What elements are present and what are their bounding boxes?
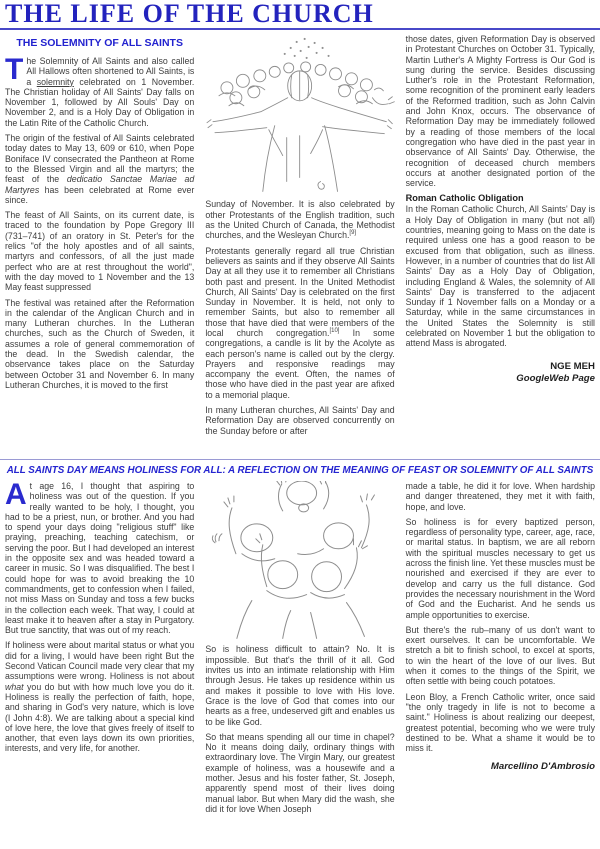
article2-byline: Marcellino D'Ambrosio: [490, 761, 595, 773]
children-praising-line-art: [205, 481, 394, 640]
section-divider: [0, 459, 600, 460]
article2-column-2: [205, 481, 394, 847]
article-solemnity-of-all-saints: [0, 30, 600, 458]
byline-source: GoogleWeb Page: [516, 372, 595, 384]
roman-catholic-obligation-subhead: Roman Catholic Obligation: [405, 193, 524, 204]
paragraph: The festival was retained after the Reformation in the calendar of the Anglican Church and in many Lutheran churches. In the Lutheran churches, such as the Church of Sweden, it assumes a role of general commemoration of the dead. In the Swedish calendar, the observance takes place on the Saturday between October 31 and November 6. In many Lutheran Churches, it is moved to the first: [5, 297, 195, 390]
paragraph: [5, 53, 195, 128]
article1-column-2: [205, 34, 394, 458]
paragraph: Protestants generally regard all true Christian believers as saints and if they observe All Saints Day at all they use it to remember all Christians both past and present. In the United Methodist Church, All Saints' Day is celebrated on the first Sunday in November. It is held, not only to remember Saints, but also to remember all those that have died that were members of the local church congregation.[10] In some congregations, a candle is lit by the Acolyte as each person's name is called out by the clergy. Prayers and responsive readings may accompany the event. Often, the names of those who have died in the past year are afixed to a memorial plaque.: [205, 245, 395, 400]
paragraph-text: t age 16, I thought that aspiring to holiness was out of the question. If you really wanted to be holy, I thought, you had to be a priest, nun, or brother. And you had to spend your days doing "religious stuff" like praying, preaching, teaching catechism, or serving the poor. But I had developed an interest in the opposite sex and was headed toward a career in music. So I was disqualified. The best I could hope for was to avoid breaking the 10 commandments, get to confession when I failed, not miss Mass on Sunday and toss a few bucks in the collection each week. That way, I could at least make it to heaven after a stay in Purgatory. But true sanctity, that was out of my reach.: [5, 481, 195, 636]
article1-byline: [406, 361, 595, 385]
paragraph: Leon Bloy, a French Catholic writer, once said "the only tragedy in life is not to become a saint." Holiness is about realizing our deepest, greatest potential, becoming who we were truly destined to be. What a shame it would be to miss it.: [405, 691, 595, 754]
paragraph: So holiness is for every baptized person, regardless of personality type, career, age, race, or marital status. In baptism, we are all reborn with the spiritual muscles necessary to get us across the finish line. Yet these muscles must be nourished and exercised if they are ever to develop and carry us the full distance. God provides the necessary nourishment in the Word of God and the Eucharist. And he sends us ample opportunities to exercise.: [405, 516, 595, 620]
paragraph: So is holiness difficult to attain? No. It is impossible. But that's the thrill of it all. God invites us into an intimate relationship with Him through Jesus. He takes up residence within us and makes it possible to love with His love. Grace is the love of God that comes into our hearts as a free, undeserved gift and enables us to be like God.: [205, 644, 395, 727]
article1-column-1: [5, 34, 194, 458]
article2-column-3: [406, 481, 595, 847]
paragraph: The feast of All Saints, on its current date, is traced to the foundation by Pope Gregory III (731–741) of an oratory in St. Peter's for the relics "of the holy apostles and of all saints, martyrs and confessors, of all the just made perfect who are at rest throughout the world", with the day moved to 1 November and the 13 May feast suppressed: [5, 210, 195, 293]
paragraph: So that means spending all our time in chapel? No it means doing daily, ordinary things with extraordinary love. The Virgin Mary, our greatest example of holiness, was a housewife and a mother. Jesus and his foster father, St. Joseph, apparently spend most of their lives doing manual labor. But when Mary did the wash, she did it for love When Joseph: [205, 731, 395, 814]
children-praising-illustration: [205, 481, 394, 640]
paragraph: In many Lutheran churches, All Saints' Day and Reformation Day are observed concurrently on the Sunday before or after: [205, 405, 395, 436]
paragraph: In the Roman Catholic Church, All Saints' Day is a Holy Day of Obligation in many (but not all) countries, meaning going to Mass on the date is required unless one has a good reason to be excused from that obligation, such as illness. However, in a number of countries that do list All Saints' Day as a Holy Day of Obligation, including England & Wales, the solemnity of All Saints' Day is transferred to the adjacent Sunday if 1 November falls on a Monday or a Saturday, while in the same circumstances in the United States the Solemnity is still celebrated on November 1 but the obligation to attend Mass is abrogated.: [405, 204, 595, 349]
masthead: [0, 0, 600, 27]
paragraph: [5, 481, 194, 635]
article-holiness-for-all: [0, 465, 600, 847]
dropcap-letter: A: [5, 479, 27, 511]
page-title: THE LIFE OF THE CHURCH: [5, 0, 374, 28]
dropcap-letter: T: [5, 53, 24, 86]
crowd-with-christ-line-art: [205, 34, 394, 195]
article1-headline: THE SOLEMNITY OF ALL SAINTS: [16, 37, 183, 49]
paragraph: But there's the rub–many of us don't want to exert ourselves. It can be uncomfortable. We stretch a bit to finish school, to excel at sports, to win the heart of the love of our lives. But when it comes to the things of the Spirit, we often settle with being couch potatoes.: [405, 624, 595, 687]
byline-author: NGE MEH: [550, 360, 595, 372]
paragraph: If holiness were about marital status or what you did for a living, I would have been right But the Second Vatican Council made very clear that my assumptions were wrong. Holiness is not about what you do but with how much love you do it. Holiness is really the perfection of faith, hope, and sharing in God's very nature, which is love (I John 4:8). We are talking about a special kind of love here, the love that gives freely of itself to another, that even lays down its own priorities, interests, and very life, for another.: [5, 640, 195, 754]
article2-column-1: [5, 481, 194, 847]
article1-column-3: [406, 34, 595, 458]
paragraph: those dates, given Reformation Day is observed in Protestant Churches on October 31. Typically, Martin Luther's A Mighty Fortress is Our God is sung during the service. Besides discussing Luther's role in the Protestant Reformation, some recognition of the prominent early leaders of the Reformed tradition, such as John Calvin and John Knox, occurs. The observance of Reformation Day may be immediately followed by a reading of those members of the local congregation who have died in the past year in observance of All Saints' Day. Otherwise, the recognition of deceased church members occurs at another designated portion of the service.: [405, 34, 595, 189]
paragraph: Sunday of November. It is also celebrated by other Protestants of the English tradition, such as the United Church of Canada, the Methodist churches, and the Wesleyan Church.[9]: [205, 199, 395, 241]
article2-columns: [0, 479, 600, 847]
article2-headline: ALL SAINTS DAY MEANS HOLINESS FOR ALL: A REFLECTION ON THE MEANING OF FEAST OR SOLEMNITY OF ALL SAINTS: [6, 465, 594, 476]
crowd-with-christ-illustration: [205, 34, 394, 195]
paragraph-text: he Solemnity of All Saints and also called All Hallows often shortened to All Saints, is a solemnity celebrated on 1 November. The Christian holiday of All Saints' Day falls on November 1, followed by All Souls' Day on November 2, and is a Holy Day of Obligation in the Latin Rite of the Catholic Church.: [5, 56, 195, 128]
paragraph: The origin of the festival of All Saints celebrated today dates to May 13, 609 or 610, when Pope Boniface IV consecrated the Pantheon at Rome to the Blessed Virgin and all the martyrs; the feast of the dedicatio Sanctae Mariae ad Martyres has been celebrated at Rome ever since.: [5, 133, 195, 205]
paragraph: made a table, he did it for love. When hardship and danger threatened, they met it with faith, hope, and love.: [405, 481, 595, 512]
